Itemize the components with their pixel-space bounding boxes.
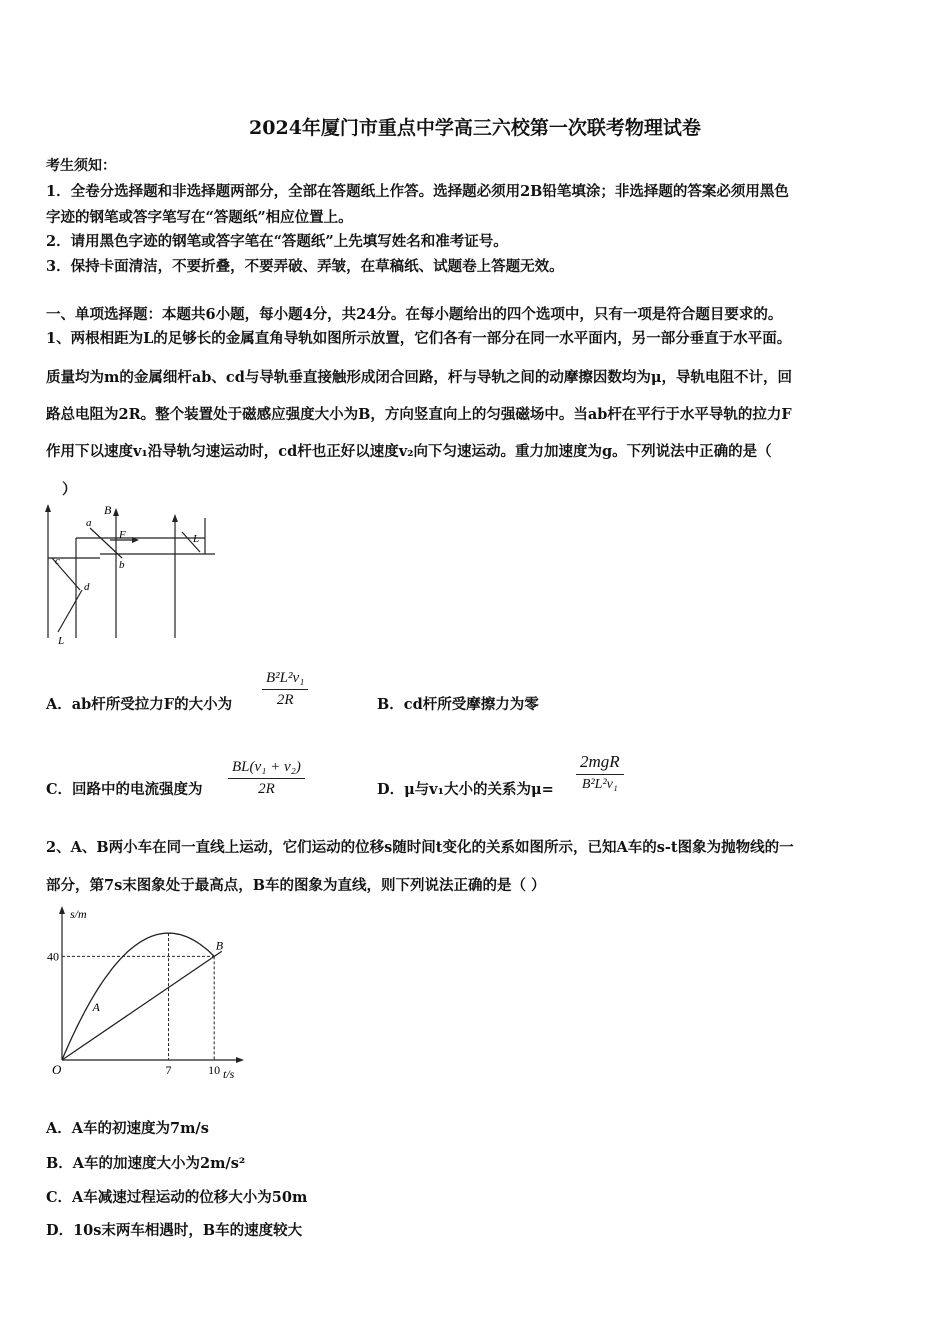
- series-b-label: B: [215, 938, 224, 953]
- q1-line-3: 路总电阻为2R。整个装置处于磁感应强度大小为B，方向竖直向上的匀强磁场中。当ab杆在平行于水平导轨的拉力F: [46, 406, 792, 423]
- q1-option-a: A．ab杆所受拉力F的大小为: [46, 696, 233, 713]
- q2-st-chart: [40, 900, 250, 1085]
- q1-option-c: C．回路中的电流强度为: [46, 781, 203, 798]
- fig1-label-F: F: [119, 529, 126, 541]
- x-axis-label: t/s: [223, 1067, 235, 1081]
- q1-option-a-fraction: [262, 670, 308, 709]
- q1-option-d-fraction: [576, 752, 624, 793]
- section-heading: 一、单项选择题：本题共6小题，每小题4分，共24分。在每小题给出的四个选项中，只有一项是符合题目要求的。: [46, 306, 783, 323]
- fig1-label-L-bottom: L: [58, 635, 65, 647]
- series-a-label: A: [92, 999, 100, 1014]
- q2-option-d: D．10s末两车相遇时，B车的速度较大: [46, 1222, 303, 1239]
- q1-option-c-denominator: 2R: [258, 781, 275, 797]
- notice-line-4: 3．保持卡面清洁，不要折叠，不要弄破、弄皱，在草稿纸、试题卷上答题无效。: [46, 258, 564, 275]
- fig1-label-b: b: [119, 559, 125, 571]
- page-title: 2024年厦门市重点中学高三六校第一次联考物理试卷: [249, 117, 701, 139]
- q2-line-1: 2、A、B两小车在同一直线上运动，它们运动的位移s随时间t变化的关系如图所示，已知A车的s-t图象为抛物线的一: [46, 839, 794, 856]
- q1-option-b: B．cd杆所受摩擦力为零: [377, 696, 539, 713]
- series-b-line: [62, 951, 222, 1060]
- y-axis-label: s/m: [70, 907, 87, 921]
- fig1-label-d: d: [84, 581, 90, 593]
- q1-option-d-numerator: 2mgR: [576, 752, 624, 775]
- fig1-label-B: B: [104, 503, 112, 517]
- q2-option-b: B．A车的加速度大小为2m/s²: [46, 1155, 246, 1172]
- fig1-label-a: a: [86, 517, 92, 529]
- q1-option-c-fraction: [228, 759, 305, 798]
- series-a-curve: [62, 933, 214, 1060]
- fig1-label-L-right: L: [193, 533, 200, 545]
- q1-option-c-numerator: BL(v₁ + v₂): [228, 759, 305, 779]
- notice-line-2: 字迹的钢笔或答字笔写在“答题纸”相应位置上。: [46, 209, 353, 226]
- x-axis-arrow: [236, 1057, 244, 1063]
- q1-rails-figure: [40, 500, 220, 650]
- q1-line-2: 质量均为m的金属细杆ab、cd与导轨垂直接触形成闭合回路，杆与导轨之间的动摩擦因数均为μ，导轨电阻不计，回: [46, 369, 792, 386]
- notice-line-3: 2．请用黑色字迹的钢笔或答字笔在“答题纸”上先填写姓名和准考证号。: [46, 233, 508, 250]
- x-tick-label-10: 10: [208, 1063, 221, 1077]
- origin-label: O: [52, 1062, 62, 1077]
- fig1-label-c: c: [55, 555, 60, 567]
- q1-line-1: 1、两根相距为L的足够长的金属直角导轨如图所示放置，它们各有一部分在同一水平面内，另一部分垂直于水平面。: [46, 330, 792, 347]
- y-tick-label-40: 40: [47, 949, 59, 964]
- notice-line-1: 1．全卷分选择题和非选择题两部分，全部在答题纸上作答。选择题必须用2B铅笔填涂；非选择题的答案必须用黑色: [46, 183, 789, 200]
- notice-heading: 考生须知：: [46, 158, 116, 174]
- q1-option-a-numerator: B²L²v₁: [262, 670, 308, 690]
- q1-line-4: 作用下以速度v₁沿导轨匀速运动时，cd杆也正好以速度v₂向下匀速运动。重力加速度为g。下列说法中正确的是（: [46, 443, 772, 460]
- q1-option-d-denominator: B²L²v₁: [581, 777, 618, 792]
- q1-line-5: ）: [62, 481, 77, 498]
- y-axis-arrow: [59, 906, 65, 914]
- q2-option-a: A．A车的初速度为7m/s: [46, 1120, 209, 1137]
- q2-option-c: C．A车减速过程运动的位移大小为50m: [46, 1189, 308, 1206]
- q2-line-2: 部分，第7s末图象处于最高点，B车的图象为直线，则下列说法正确的是（ ）: [46, 877, 546, 894]
- q1-option-d: D．μ与v₁大小的关系为μ=: [377, 781, 554, 798]
- x-tick-label-7: 7: [165, 1063, 172, 1077]
- q1-option-a-denominator: 2R: [276, 692, 294, 708]
